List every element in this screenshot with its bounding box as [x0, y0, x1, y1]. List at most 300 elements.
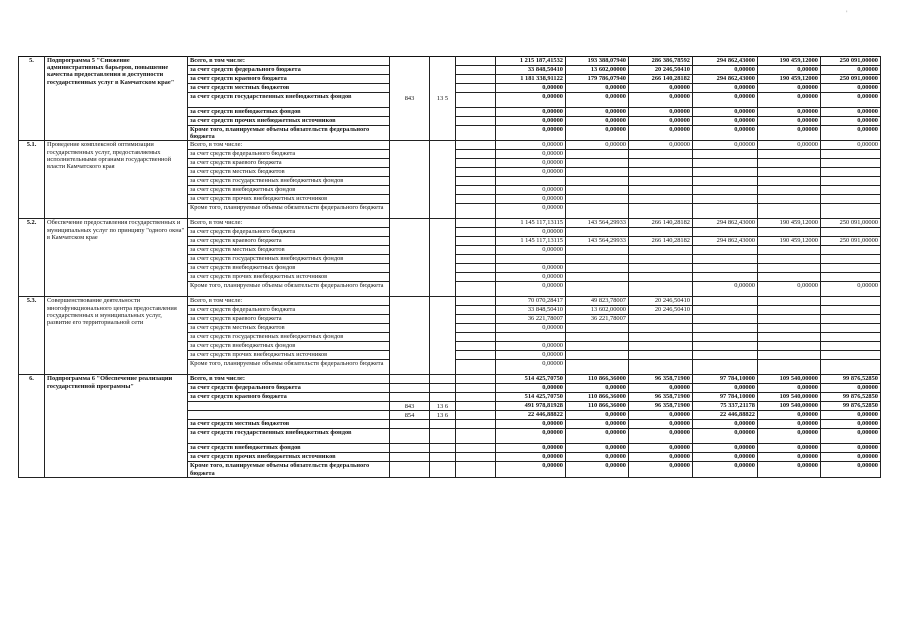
funding-source-label: за счет средств краевого бюджета: [188, 75, 390, 84]
amount-cell: 286 386,78592: [629, 57, 693, 66]
amount-cell: [566, 168, 629, 177]
table-row: [19, 219, 881, 228]
amount-cell: [758, 150, 821, 159]
amount-cell: 0,00000: [629, 108, 693, 117]
amount-cell: 0,00000: [758, 462, 821, 477]
amount-cell: [629, 342, 693, 351]
amount-cell: 0,00000: [821, 420, 881, 429]
amount-cell: 0,00000: [821, 453, 881, 462]
amount-cell: [566, 333, 629, 342]
spacer-cell: [456, 66, 496, 75]
amount-cell: 33 848,50410: [496, 306, 566, 315]
amount-cell: 0,00000: [629, 444, 693, 453]
amount-cell: [821, 168, 881, 177]
program-code: [430, 429, 456, 444]
amount-cell: 514 425,70750: [496, 393, 566, 402]
amount-cell: [758, 195, 821, 204]
amount-cell: [629, 246, 693, 255]
amount-cell: [821, 324, 881, 333]
budget-table-body: [19, 57, 881, 478]
funding-source-label: за счет средств государственных внебюджетных фондов: [188, 177, 390, 186]
amount-cell: 0,00000: [821, 411, 881, 420]
amount-cell: [693, 297, 758, 306]
amount-cell: 0,00000: [496, 108, 566, 117]
amount-cell: 0,00000: [693, 108, 758, 117]
funding-source-label: за счет средств местных бюджетов: [188, 246, 390, 255]
amount-cell: 0,00000: [566, 84, 629, 93]
amount-cell: 0,00000: [821, 141, 881, 150]
amount-cell: 0,00000: [496, 204, 566, 219]
program-code: [430, 444, 456, 453]
amount-cell: 250 091,00000: [821, 219, 881, 228]
amount-cell: 0,00000: [758, 117, 821, 126]
amount-cell: 143 564,29933: [566, 237, 629, 246]
amount-cell: 0,00000: [496, 159, 566, 168]
funding-source-label: за счет средств внебюджетных фондов: [188, 444, 390, 453]
funding-source-label: за счет средств краевого бюджета: [188, 315, 390, 324]
amount-cell: 0,00000: [496, 93, 566, 108]
amount-cell: [693, 306, 758, 315]
amount-cell: 0,00000: [496, 186, 566, 195]
admin-code: [390, 384, 430, 393]
admin-code: 843: [390, 57, 430, 141]
amount-cell: 0,00000: [629, 453, 693, 462]
amount-cell: 0,00000: [758, 411, 821, 420]
amount-cell: 0,00000: [758, 384, 821, 393]
admin-code: [390, 462, 430, 477]
amount-cell: 0,00000: [821, 66, 881, 75]
amount-cell: [821, 255, 881, 264]
program-code: [430, 141, 456, 219]
section-title: Обеспечение предоставления государственных и муниципальных услуг по принципу "одного окна" в Камчатском крае: [45, 219, 188, 297]
amount-cell: [629, 264, 693, 273]
amount-cell: [821, 264, 881, 273]
amount-cell: [629, 324, 693, 333]
funding-source-label: за счет средств прочих внебюджетных источников: [188, 273, 390, 282]
section-number: 5.: [19, 57, 45, 141]
spacer-cell: [456, 351, 496, 360]
admin-code: [390, 420, 430, 429]
amount-cell: [821, 246, 881, 255]
funding-source-label: за счет средств краевого бюджета: [188, 237, 390, 246]
amount-cell: [821, 360, 881, 375]
amount-cell: [629, 360, 693, 375]
amount-cell: [758, 186, 821, 195]
spacer-cell: [456, 462, 496, 477]
amount-cell: [693, 342, 758, 351]
amount-cell: [821, 228, 881, 237]
amount-cell: 96 358,71900: [629, 393, 693, 402]
amount-cell: [566, 228, 629, 237]
amount-cell: 110 866,36000: [566, 393, 629, 402]
amount-cell: 0,00000: [821, 444, 881, 453]
amount-cell: 70 070,28417: [496, 297, 566, 306]
amount-cell: 250 091,00000: [821, 237, 881, 246]
spacer-cell: [456, 117, 496, 126]
amount-cell: [693, 177, 758, 186]
amount-cell: 0,00000: [821, 384, 881, 393]
funding-source-label: за счет средств внебюджетных фондов: [188, 108, 390, 117]
amount-cell: [566, 264, 629, 273]
amount-cell: [758, 315, 821, 324]
funding-source-label: Всего, в том числе:: [188, 219, 390, 228]
amount-cell: [693, 204, 758, 219]
funding-source-label: за счет средств внебюджетных фондов: [188, 186, 390, 195]
amount-cell: 0,00000: [629, 411, 693, 420]
amount-cell: 514 425,70750: [496, 375, 566, 384]
funding-source-label: за счет средств государственных внебюджетных фондов: [188, 429, 390, 444]
spacer-cell: [456, 273, 496, 282]
amount-cell: [821, 342, 881, 351]
amount-cell: [566, 186, 629, 195]
amount-cell: [629, 228, 693, 237]
funding-source-label: за счет средств федерального бюджета: [188, 306, 390, 315]
amount-cell: 143 564,29933: [566, 219, 629, 228]
amount-cell: 0,00000: [693, 282, 758, 297]
amount-cell: 0,00000: [758, 453, 821, 462]
program-code: [430, 420, 456, 429]
amount-cell: 0,00000: [758, 420, 821, 429]
program-code: [430, 219, 456, 297]
amount-cell: 0,00000: [758, 444, 821, 453]
amount-cell: [693, 255, 758, 264]
amount-cell: [566, 246, 629, 255]
amount-cell: [821, 186, 881, 195]
amount-cell: 0,00000: [821, 126, 881, 141]
amount-cell: 0,00000: [566, 108, 629, 117]
amount-cell: 266 140,28182: [629, 75, 693, 84]
amount-cell: 96 358,71900: [629, 402, 693, 411]
amount-cell: 0,00000: [496, 117, 566, 126]
amount-cell: [496, 255, 566, 264]
amount-cell: 491 978,81928: [496, 402, 566, 411]
admin-code: [390, 393, 430, 402]
funding-source-label: за счет средств внебюджетных фондов: [188, 264, 390, 273]
spacer-cell: [456, 159, 496, 168]
amount-cell: 0,00000: [496, 282, 566, 297]
amount-cell: 0,00000: [693, 126, 758, 141]
section-title: Проведение комплексной оптимизации государственных услуг, предоставляемых исполнительными органами государственной власти Камчатского края: [45, 141, 188, 219]
amount-cell: 22 446,88822: [496, 411, 566, 420]
amount-cell: 0,00000: [566, 462, 629, 477]
funding-source-label: за счет средств краевого бюджета: [188, 159, 390, 168]
amount-cell: 266 140,28182: [629, 219, 693, 228]
amount-cell: [566, 282, 629, 297]
spacer-cell: [456, 333, 496, 342]
amount-cell: 0,00000: [758, 126, 821, 141]
section-title: Совершенствование деятельности многофункционального центра предоставления государственных и муниципальных услуг, развитие его территориальной сети: [45, 297, 188, 375]
funding-source-label: за счет средств государственных внебюджетных фондов: [188, 255, 390, 264]
amount-cell: [821, 333, 881, 342]
program-code: [430, 297, 456, 375]
funding-source-label: [188, 402, 390, 411]
amount-cell: [821, 315, 881, 324]
amount-cell: [693, 246, 758, 255]
amount-cell: [758, 228, 821, 237]
amount-cell: 193 388,07940: [566, 57, 629, 66]
amount-cell: 0,00000: [566, 453, 629, 462]
spacer-cell: [456, 402, 496, 411]
amount-cell: [629, 282, 693, 297]
amount-cell: 0,00000: [758, 108, 821, 117]
amount-cell: [566, 255, 629, 264]
table-row: [19, 297, 881, 306]
amount-cell: 0,00000: [821, 93, 881, 108]
amount-cell: [821, 351, 881, 360]
amount-cell: 0,00000: [566, 384, 629, 393]
amount-cell: 0,00000: [496, 453, 566, 462]
amount-cell: [821, 177, 881, 186]
spacer-cell: [456, 384, 496, 393]
amount-cell: [758, 246, 821, 255]
funding-source-label: Кроме того, планируемые объемы обязательств федерального бюджета: [188, 126, 390, 141]
amount-cell: 36 221,78007: [496, 315, 566, 324]
amount-cell: [821, 159, 881, 168]
amount-cell: 0,00000: [496, 360, 566, 375]
table-row: [19, 57, 881, 66]
amount-cell: 190 459,12000: [758, 219, 821, 228]
amount-cell: 0,00000: [496, 264, 566, 273]
spacer-cell: [456, 306, 496, 315]
amount-cell: 0,00000: [693, 420, 758, 429]
amount-cell: [821, 273, 881, 282]
spacer-cell: [456, 177, 496, 186]
amount-cell: 0,00000: [629, 126, 693, 141]
amount-cell: 0,00000: [496, 141, 566, 150]
spacer-cell: [456, 411, 496, 420]
amount-cell: 0,00000: [693, 444, 758, 453]
amount-cell: [629, 177, 693, 186]
spacer-cell: [456, 93, 496, 108]
amount-cell: 0,00000: [758, 93, 821, 108]
amount-cell: 0,00000: [496, 429, 566, 444]
spacer-cell: [456, 297, 496, 306]
amount-cell: 0,00000: [629, 117, 693, 126]
amount-cell: [496, 333, 566, 342]
amount-cell: [758, 159, 821, 168]
amount-cell: [693, 186, 758, 195]
amount-cell: [566, 177, 629, 186]
amount-cell: 110 866,36000: [566, 402, 629, 411]
spacer-cell: [456, 429, 496, 444]
amount-cell: 0,00000: [693, 453, 758, 462]
amount-cell: [758, 273, 821, 282]
amount-cell: 0,00000: [693, 117, 758, 126]
funding-source-label: за счет средств внебюджетных фондов: [188, 342, 390, 351]
amount-cell: [821, 204, 881, 219]
amount-cell: 0,00000: [566, 429, 629, 444]
amount-cell: 0,00000: [629, 384, 693, 393]
spacer-cell: [456, 57, 496, 66]
amount-cell: [693, 333, 758, 342]
amount-cell: [566, 159, 629, 168]
amount-cell: 20 246,50410: [629, 306, 693, 315]
amount-cell: 0,00000: [629, 420, 693, 429]
amount-cell: [758, 168, 821, 177]
spacer-cell: [456, 126, 496, 141]
amount-cell: 0,00000: [693, 141, 758, 150]
amount-cell: 0,00000: [629, 93, 693, 108]
program-code: [430, 384, 456, 393]
amount-cell: 0,00000: [496, 273, 566, 282]
amount-cell: 96 358,71900: [629, 375, 693, 384]
amount-cell: 0,00000: [629, 84, 693, 93]
amount-cell: [758, 360, 821, 375]
funding-source-label: за счет средств федерального бюджета: [188, 150, 390, 159]
amount-cell: 190 459,12000: [758, 237, 821, 246]
amount-cell: [758, 297, 821, 306]
amount-cell: 0,00000: [758, 66, 821, 75]
amount-cell: 109 540,00000: [758, 402, 821, 411]
amount-cell: 1 215 187,41532: [496, 57, 566, 66]
funding-source-label: за счет средств прочих внебюджетных источников: [188, 351, 390, 360]
amount-cell: [758, 333, 821, 342]
amount-cell: [758, 306, 821, 315]
funding-source-label: за счет средств государственных внебюджетных фондов: [188, 93, 390, 108]
program-code: [430, 393, 456, 402]
amount-cell: [629, 315, 693, 324]
amount-cell: 0,00000: [758, 141, 821, 150]
amount-cell: [566, 342, 629, 351]
scan-mark: ': [846, 10, 848, 17]
amount-cell: [758, 177, 821, 186]
spacer-cell: [456, 324, 496, 333]
funding-source-label: за счет средств федерального бюджета: [188, 228, 390, 237]
amount-cell: [758, 264, 821, 273]
amount-cell: [758, 342, 821, 351]
amount-cell: [758, 351, 821, 360]
amount-cell: 99 876,52850: [821, 393, 881, 402]
amount-cell: 0,00000: [821, 84, 881, 93]
admin-code: [390, 444, 430, 453]
funding-source-label: за счет средств местных бюджетов: [188, 84, 390, 93]
amount-cell: 0,00000: [566, 411, 629, 420]
spacer-cell: [456, 75, 496, 84]
amount-cell: [693, 273, 758, 282]
admin-code: [390, 141, 430, 219]
amount-cell: [496, 177, 566, 186]
spacer-cell: [456, 246, 496, 255]
amount-cell: 0,00000: [496, 195, 566, 204]
amount-cell: 49 823,78007: [566, 297, 629, 306]
amount-cell: [566, 324, 629, 333]
amount-cell: [629, 195, 693, 204]
amount-cell: 294 862,43000: [693, 75, 758, 84]
section-title: Подпрограмма 5 "Снижение административных барьеров, повышение качества предоставления и доступности государственных услуг в Камчатском крае": [45, 57, 188, 141]
funding-source-label: за счет средств федерального бюджета: [188, 66, 390, 75]
program-code: [430, 462, 456, 477]
spacer-cell: [456, 219, 496, 228]
amount-cell: [566, 360, 629, 375]
amount-cell: 22 446,88822: [693, 411, 758, 420]
amount-cell: 0,00000: [566, 126, 629, 141]
amount-cell: [629, 204, 693, 219]
funding-source-label: за счет средств местных бюджетов: [188, 168, 390, 177]
amount-cell: [566, 150, 629, 159]
funding-source-label: за счет средств государственных внебюджетных фондов: [188, 333, 390, 342]
amount-cell: 110 866,36000: [566, 375, 629, 384]
amount-cell: 0,00000: [693, 429, 758, 444]
spacer-cell: [456, 204, 496, 219]
amount-cell: 0,00000: [821, 117, 881, 126]
program-code: [430, 375, 456, 384]
spacer-cell: [456, 444, 496, 453]
amount-cell: [758, 324, 821, 333]
amount-cell: [566, 204, 629, 219]
amount-cell: [629, 150, 693, 159]
admin-code: [390, 297, 430, 375]
spacer-cell: [456, 264, 496, 273]
amount-cell: 0,00000: [496, 228, 566, 237]
amount-cell: 0,00000: [566, 420, 629, 429]
amount-cell: 250 091,00000: [821, 57, 881, 66]
spacer-cell: [456, 282, 496, 297]
amount-cell: [566, 195, 629, 204]
amount-cell: 0,00000: [821, 462, 881, 477]
program-code: 13 6: [430, 402, 456, 411]
spacer-cell: [456, 375, 496, 384]
amount-cell: [629, 168, 693, 177]
amount-cell: 0,00000: [566, 141, 629, 150]
spacer-cell: [456, 84, 496, 93]
funding-source-label: за счет средств федерального бюджета: [188, 384, 390, 393]
amount-cell: 97 784,10000: [693, 375, 758, 384]
amount-cell: 0,00000: [629, 462, 693, 477]
program-code: [430, 453, 456, 462]
amount-cell: 0,00000: [496, 84, 566, 93]
admin-code: [390, 453, 430, 462]
amount-cell: 0,00000: [758, 429, 821, 444]
amount-cell: [693, 351, 758, 360]
spacer-cell: [456, 108, 496, 117]
amount-cell: 0,00000: [821, 282, 881, 297]
amount-cell: 0,00000: [496, 168, 566, 177]
section-number: 5.2.: [19, 219, 45, 297]
amount-cell: 99 876,52850: [821, 402, 881, 411]
amount-cell: 0,00000: [693, 384, 758, 393]
amount-cell: 20 246,50410: [629, 297, 693, 306]
amount-cell: [629, 273, 693, 282]
section-number: 5.3.: [19, 297, 45, 375]
amount-cell: 99 876,52850: [821, 375, 881, 384]
amount-cell: 0,00000: [496, 342, 566, 351]
spacer-cell: [456, 360, 496, 375]
amount-cell: 0,00000: [693, 93, 758, 108]
amount-cell: 20 246,50410: [629, 66, 693, 75]
amount-cell: 0,00000: [629, 429, 693, 444]
spacer-cell: [456, 315, 496, 324]
funding-source-label: Кроме того, планируемые объемы обязательств федерального бюджета: [188, 282, 390, 297]
amount-cell: 1 181 338,91122: [496, 75, 566, 84]
amount-cell: [693, 228, 758, 237]
amount-cell: 1 145 117,13115: [496, 219, 566, 228]
amount-cell: 0,00000: [496, 126, 566, 141]
amount-cell: 109 540,00000: [758, 393, 821, 402]
amount-cell: 0,00000: [821, 429, 881, 444]
budget-table: [18, 56, 881, 478]
amount-cell: 294 862,43000: [693, 219, 758, 228]
amount-cell: [629, 333, 693, 342]
budget-table-sheet: [18, 56, 880, 478]
funding-source-label: за счет средств прочих внебюджетных источников: [188, 453, 390, 462]
section-number: 5.1.: [19, 141, 45, 219]
funding-source-label: за счет средств местных бюджетов: [188, 324, 390, 333]
spacer-cell: [456, 186, 496, 195]
spacer-cell: [456, 195, 496, 204]
amount-cell: 0,00000: [566, 117, 629, 126]
amount-cell: [693, 360, 758, 375]
amount-cell: 33 848,50410: [496, 66, 566, 75]
